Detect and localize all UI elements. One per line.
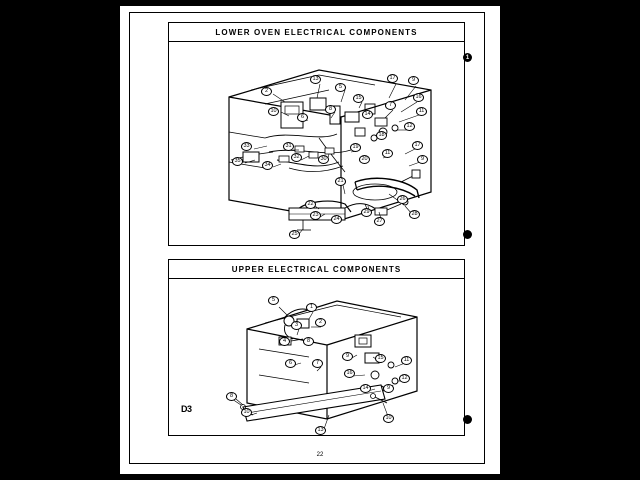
callout-u-16: 16 — [344, 369, 355, 378]
callout-8: 8 — [325, 105, 336, 114]
callout-u-1: 1 — [306, 303, 317, 312]
callout-12: 12 — [404, 122, 415, 131]
callout-u-9b: 9 — [383, 384, 394, 393]
binder-punch-top-label: 1 — [465, 54, 470, 61]
callout-10: 10 — [268, 107, 279, 116]
binder-punch-bottom — [463, 415, 472, 424]
panel-lower-oven — [168, 22, 465, 246]
callout-6: 6 — [297, 113, 308, 122]
callout-23: 23 — [310, 211, 321, 220]
callout-5: 5 — [335, 83, 346, 92]
callout-u-4: 4 — [279, 337, 290, 346]
callout-u-11: 11 — [401, 356, 412, 365]
page-number: 22 — [316, 452, 324, 458]
callout-17-top: 17 — [387, 74, 398, 83]
callout-u-6: 6 — [285, 359, 296, 368]
callout-19: 19 — [350, 143, 361, 152]
callout-u-2: 2 — [315, 318, 326, 327]
callout-28: 28 — [409, 210, 420, 219]
callout-u-9a: 9 — [342, 352, 353, 361]
panel-upper-body — [169, 279, 464, 435]
callout-u-10a: 10 — [241, 408, 252, 417]
callout-7: 7 — [385, 101, 396, 110]
callout-u-8b: 8 — [226, 392, 237, 401]
callout-32: 32 — [291, 153, 302, 162]
callout-33: 33 — [241, 142, 252, 151]
panel-upper-title: UPPER ELECTRICAL COMPONENTS — [231, 264, 402, 274]
callout-29: 29 — [361, 208, 372, 217]
binder-punch-middle-label — [463, 230, 472, 239]
callout-22: 22 — [305, 200, 316, 209]
callout-11-mid: 11 — [382, 149, 393, 158]
binder-punch-bottom-label — [463, 415, 472, 424]
binder-punch-top — [463, 53, 472, 62]
callout-35: 35 — [232, 157, 243, 166]
callout-14: 14 — [362, 110, 373, 119]
panel-lower-oven-body — [169, 42, 464, 245]
callout-26: 26 — [397, 195, 408, 204]
callout-u-13: 13 — [315, 426, 326, 435]
callout-u-15: 15 — [375, 354, 386, 363]
panel-upper-electrical — [168, 259, 465, 436]
callout-15: 15 — [353, 94, 364, 103]
callout-u-14: 14 — [360, 384, 371, 393]
panel-lower-oven-title: LOWER OVEN ELECTRICAL COMPONENTS — [215, 27, 418, 37]
callout-31: 31 — [283, 142, 294, 151]
callout-u-12: 12 — [399, 374, 410, 383]
callout-30: 30 — [318, 155, 329, 164]
callout-u-8a: 8 — [303, 337, 314, 346]
callout-2: 2 — [261, 87, 272, 96]
panel-lower-oven-title-bar — [169, 23, 464, 42]
upper-electrical-exploded-diagram — [169, 279, 464, 435]
callout-11-top: 11 — [416, 107, 427, 116]
callout-25: 25 — [289, 230, 300, 239]
callout-9-mid: 9 — [417, 155, 428, 164]
callout-24: 24 — [331, 215, 342, 224]
callout-u-3: 3 — [291, 321, 302, 330]
callout-21: 21 — [335, 177, 346, 186]
callout-17-mid: 17 — [412, 141, 423, 150]
callout-34: 34 — [262, 161, 273, 170]
binder-punch-middle — [463, 230, 472, 239]
callout-u-7: 7 — [312, 359, 323, 368]
callout-16: 16 — [413, 93, 424, 102]
figure-corner-code: D3 — [181, 404, 192, 414]
callout-9-top: 9 — [408, 76, 419, 85]
callout-18: 18 — [376, 131, 387, 140]
callout-27: 27 — [374, 217, 385, 226]
callout-u-10b: 10 — [383, 414, 394, 423]
callout-u-5: 5 — [268, 296, 279, 305]
panel-upper-title-bar — [169, 260, 464, 279]
callout-20: 20 — [359, 155, 370, 164]
callout-13: 13 — [310, 75, 321, 84]
